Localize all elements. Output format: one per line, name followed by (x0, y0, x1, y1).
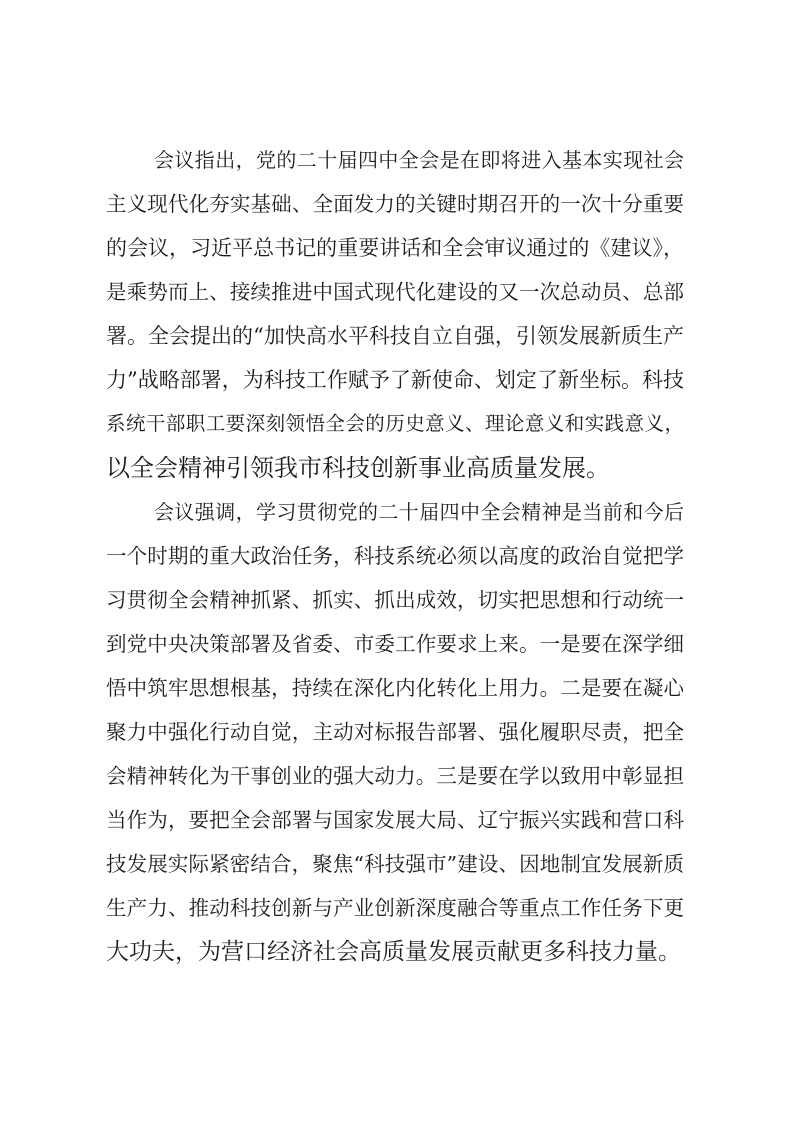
paragraph-line: 以全会精神引领我市科技创新事业高质量发展。 (106, 454, 610, 482)
paragraph-line: 悟中筑牢思想根基，持续在深化内化转化上用力。二是要在凝心 (106, 676, 684, 700)
paragraph-line: 会精神转化为干事创业的强大动力。三是要在学以致用中彰显担 (106, 764, 684, 788)
paragraph-line: 生产力、推动科技创新与产业创新深度融合等重点工作任务下更 (106, 896, 684, 920)
paragraph-line: 一个时期的重大政治任务，科技系统必须以高度的政治自觉把学 (106, 544, 684, 568)
paragraph-line: 是乘势而上、接续推进中国式现代化建设的又一次总动员、总部 (106, 280, 684, 304)
paragraph-line: 会议指出，党的二十届四中全会是在即将进入基本实现社会 (154, 148, 684, 172)
paragraph-line: 大功夫，为营口经济社会高质量发展贡献更多科技力量。 (106, 939, 681, 965)
paragraph-line: 习贯彻全会精神抓紧、抓实、抓出成效，切实把思想和行动统一 (106, 588, 684, 612)
paragraph-line: 当作为，要把全会部署与国家发展大局、辽宁振兴实践和营口科 (106, 808, 684, 832)
paragraph-line: 署。全会提出的“加快高水平科技自立自强，引领发展新质生产 (106, 324, 684, 348)
paragraph-line: 系统干部职工要深刻领悟全会的历史意义、理论意义和实践意义， (106, 412, 684, 435)
paragraph-line: 力”战略部署，为科技工作赋予了新使命、划定了新坐标。科技 (106, 368, 684, 392)
paragraph-line: 会议强调，学习贯彻党的二十届四中全会精神是当前和今后 (154, 500, 684, 524)
paragraph-line: 技发展实际紧密结合，聚焦“科技强市”建设、因地制宜发展新质 (106, 852, 684, 876)
paragraph-line: 到党中央决策部署及省委、市委工作要求上来。一是要在深学细 (106, 632, 684, 656)
paragraph-line: 的会议，习近平总书记的重要讲话和全会审议通过的《建议》， (106, 236, 684, 260)
paragraph-line: 聚力中强化行动自觉，主动对标报告部署、强化履职尽责，把全 (106, 720, 684, 744)
paragraph-line: 主义现代化夯实基础、全面发力的关键时期召开的一次十分重要 (106, 192, 684, 216)
